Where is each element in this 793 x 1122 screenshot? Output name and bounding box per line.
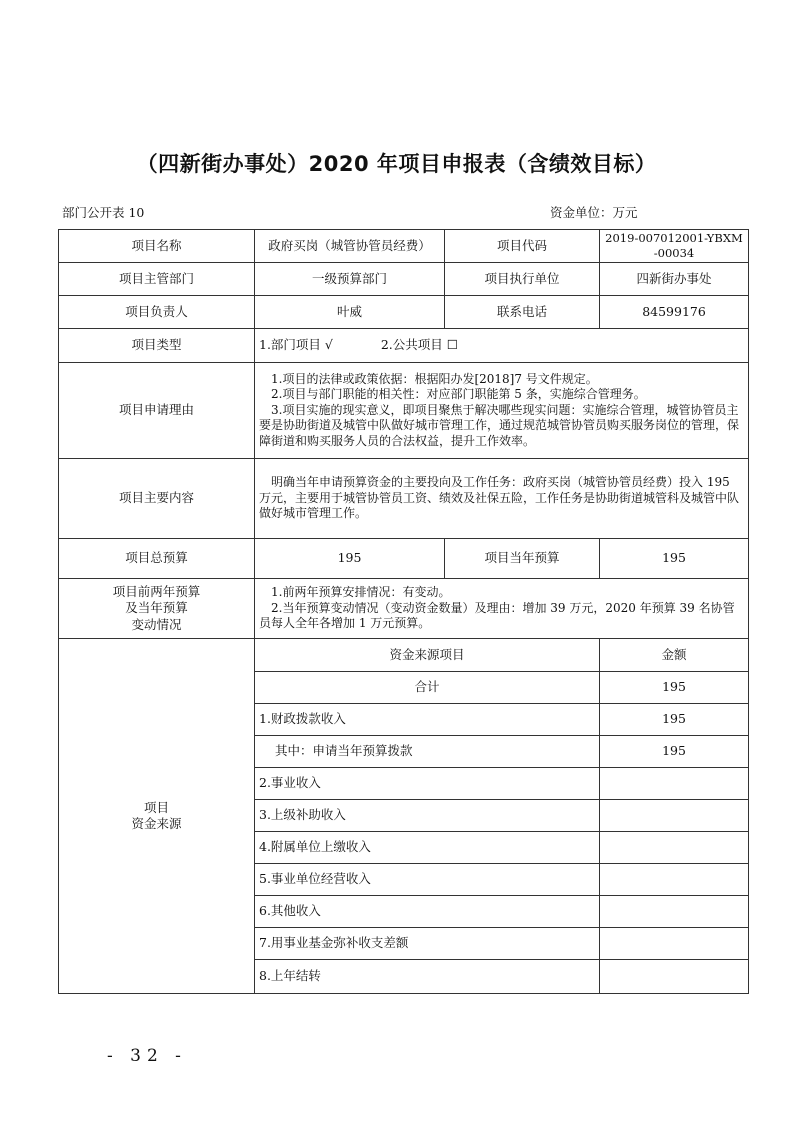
funding-item: 6.其他收入 — [255, 896, 600, 928]
funding-item: 2.事业收入 — [255, 768, 600, 800]
project-type-options — [255, 329, 749, 363]
project-code-value: 2019-007012001-YBXM-00034 — [600, 230, 749, 263]
page-number: - 32 - — [107, 1046, 187, 1066]
reason-line: 3.项目实施的现实意义，即项目聚焦于解决哪些现实问题：实施综合管理，城管协管员主要是协助街道及城管中队做好城市管理工作，通过规范城管协管员购买服务岗位的管理，保障街道和购买服务人员的合法权益，提升工作效率。 — [259, 402, 740, 448]
row-budget — [59, 539, 749, 579]
reason-line: 2.项目与部门职能的相关性：对应部门职能第 5 条，实施综合管理务。 — [271, 387, 646, 402]
row-content — [59, 459, 749, 539]
funding-amount — [600, 768, 749, 800]
managing-dept-label: 项目主管部门 — [59, 263, 255, 296]
row-budget-change — [59, 579, 749, 639]
funding-header-row — [59, 639, 749, 672]
row-department — [59, 263, 749, 296]
funding-source-label: 项目 资金来源 — [59, 639, 255, 994]
project-application-table — [58, 229, 749, 994]
project-name-label: 项目名称 — [59, 230, 255, 263]
reason-label: 项目申请理由 — [59, 363, 255, 459]
funding-amount: 195 — [600, 736, 749, 768]
reason-line: 1.项目的法律或政策依据：根据阳办发[2018]7 号文件规定。 — [271, 371, 598, 386]
exec-unit-label: 项目执行单位 — [445, 263, 600, 296]
project-name-value: 政府买岗（城管协管员经费） — [255, 230, 445, 263]
funding-amount — [600, 832, 749, 864]
managing-dept-value: 一级预算部门 — [255, 263, 445, 296]
funding-amount — [600, 864, 749, 896]
funding-item: 合计 — [255, 672, 600, 704]
type-option-department: 1.部门项目 √ — [259, 337, 333, 353]
total-budget-value: 195 — [255, 539, 445, 579]
content-label: 项目主要内容 — [59, 459, 255, 539]
funding-item: 7.用事业基金弥补收支差额 — [255, 928, 600, 960]
current-budget-value: 195 — [600, 539, 749, 579]
phone-label: 联系电话 — [445, 296, 600, 329]
funding-amount: 195 — [600, 672, 749, 704]
type-option-public: 2.公共项目 ☐ — [380, 337, 458, 353]
currency-unit: 资金单位：万元 — [550, 205, 638, 220]
row-project-name — [59, 230, 749, 263]
row-project-type — [59, 329, 749, 363]
current-budget-label: 项目当年预算 — [445, 539, 600, 579]
funding-item: 4.附属单位上缴收入 — [255, 832, 600, 864]
row-reason — [59, 363, 749, 459]
budget-change-text — [255, 579, 749, 639]
row-owner — [59, 296, 749, 329]
funding-amount — [600, 928, 749, 960]
funding-item: 5.事业单位经营收入 — [255, 864, 600, 896]
content-text — [255, 459, 749, 539]
funding-amount-header: 金额 — [600, 639, 749, 672]
budget-change-line: 2.当年预算变动情况（变动资金数量）及理由：增加 39 万元，2020 年预算 39 名协管员每人全年各增加 1 万元预算。 — [259, 600, 735, 631]
owner-value: 叶威 — [255, 296, 445, 329]
funding-amount: 195 — [600, 704, 749, 736]
funding-amount — [600, 800, 749, 832]
phone-value: 84599176 — [600, 296, 749, 329]
project-code-label: 项目代码 — [445, 230, 600, 263]
exec-unit-value: 四新街办事处 — [600, 263, 749, 296]
funding-item: 其中：申请当年预算拨款 — [255, 736, 600, 768]
page-title: （四新街办事处）2020 年项目申报表（含绩效目标） — [136, 152, 657, 176]
total-budget-label: 项目总预算 — [59, 539, 255, 579]
funding-amount — [600, 896, 749, 928]
project-type-label: 项目类型 — [59, 329, 255, 363]
budget-change-line: 1.前两年预算安排情况：有变动。 — [271, 585, 451, 600]
budget-change-label: 项目前两年预算 及当年预算 变动情况 — [59, 579, 255, 639]
funding-amount — [600, 960, 749, 994]
content-paragraph: 明确当年申请预算资金的主要投向及工作任务：政府买岗（城管协管员经费）投入 195 万元，主要用于城管协管员工资、绩效及社保五险，工作任务是协助街道城管科及城管中队做好城市管理工作。 — [259, 475, 740, 521]
funding-item: 1.财政拨款收入 — [255, 704, 600, 736]
funding-item: 8.上年结转 — [255, 960, 600, 994]
table-number: 部门公开表 10 — [62, 205, 145, 220]
owner-label: 项目负责人 — [59, 296, 255, 329]
funding-item: 3.上级补助收入 — [255, 800, 600, 832]
funding-item-header: 资金来源项目 — [255, 639, 600, 672]
reason-text — [255, 363, 749, 459]
